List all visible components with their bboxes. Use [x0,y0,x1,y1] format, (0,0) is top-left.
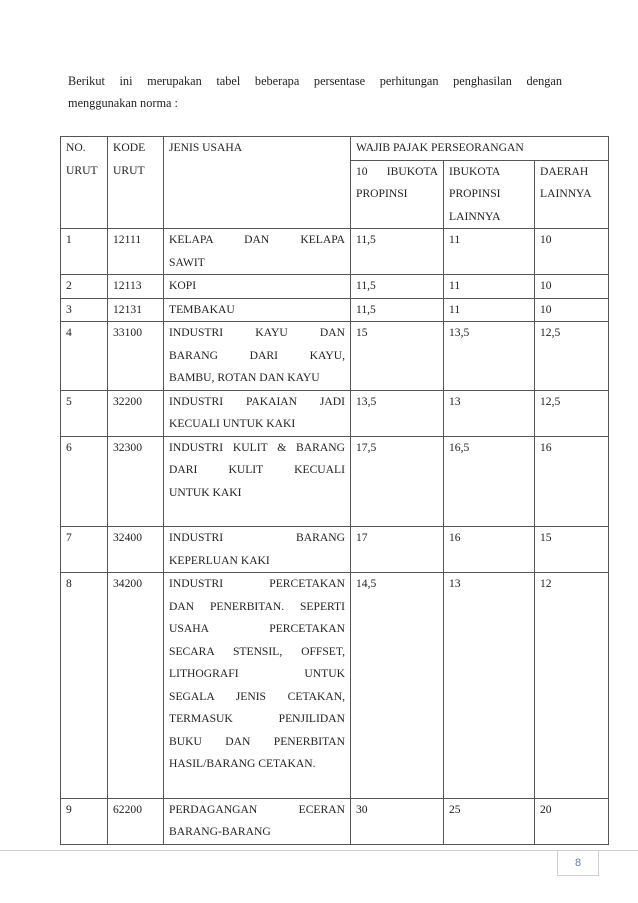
page-number: 8 [557,851,599,876]
row-ibukota-lainnya: 16,5 [444,436,535,527]
row-daerah-lainnya: 10 [535,275,609,299]
row-no: 6 [61,436,108,527]
table-row [61,527,609,573]
jenis-line: USAHA PERCETAKAN [169,622,345,635]
intro-line-1: Berikut ini merupakan tabel beberapa persentase perhitungan penghasilan dengan [68,74,562,88]
jenis-line: TERMASUK PENJILIDAN [169,712,345,725]
row-ibukota-propinsi: 11,5 [351,298,444,322]
jenis-line: SECARA STENSIL, OFFSET, [169,644,345,658]
table-row [61,573,609,799]
row-ibukota-propinsi: 17,5 [351,436,444,527]
row-ibukota-lainnya: 25 [444,798,535,844]
row-jenis-usaha [164,229,351,275]
row-no: 9 [61,798,108,844]
header-no-urut: NO. URUT [61,137,108,229]
row-jenis-usaha [164,298,351,322]
jenis-line: BARANG DARI KAYU, [169,348,345,362]
jenis-line: UNTUK KAKI [169,485,242,499]
table-header-row [61,137,609,161]
row-jenis-usaha [164,573,351,799]
row-no: 8 [61,573,108,799]
header-kode-urut: KODE URUT [108,137,164,229]
jenis-line: INDUSTRI KULIT & BARANG [169,440,345,454]
row-ibukota-lainnya: 11 [444,275,535,299]
table-row [61,436,609,527]
row-daerah-lainnya: 10 [535,229,609,275]
jenis-line: BUKU DAN PENERBITAN [169,734,345,748]
jenis-line: INDUSTRI KAYU DAN [169,326,345,339]
row-jenis-usaha [164,322,351,391]
header-jenis-usaha: JENIS USAHA [164,137,351,229]
row-no: 7 [61,527,108,573]
footer-divider [0,850,638,851]
jenis-line: DARI KULIT KECUALI [169,463,345,476]
jenis-line: BAMBU, ROTAN DAN KAYU [169,371,320,384]
row-ibukota-propinsi: 30 [351,798,444,844]
row-ibukota-lainnya: 16 [444,527,535,573]
jenis-line: INDUSTRI PAKAIAN JADI [169,394,345,408]
row-daerah-lainnya: 15 [535,527,609,573]
row-kode: 33100 [108,322,164,391]
row-daerah-lainnya: 20 [535,798,609,844]
jenis-line: TEMBAKAU [169,302,235,316]
tax-norm-table [60,136,609,845]
table-body [61,229,609,845]
row-kode: 32200 [108,390,164,436]
row-kode: 12131 [108,298,164,322]
row-daerah-lainnya: 16 [535,436,609,527]
table-row [61,322,609,391]
table-row [61,229,609,275]
subheader-ibukota-propinsi: 10 IBUKOTA PROPINSI [351,160,444,229]
jenis-line: INDUSTRI PERCETAKAN [169,577,345,590]
row-ibukota-propinsi: 14,5 [351,573,444,799]
row-kode: 12111 [108,229,164,275]
row-daerah-lainnya: 12 [535,573,609,799]
row-jenis-usaha [164,798,351,844]
row-ibukota-lainnya: 13 [444,573,535,799]
row-jenis-usaha [164,275,351,299]
subheader-ibukota-propinsi-lainnya: IBUKOTA PROPINSI LAINNYA [444,160,535,229]
intro-paragraph [68,70,562,114]
row-no: 2 [61,275,108,299]
row-no: 4 [61,322,108,391]
jenis-line: PERDAGANGAN ECERAN [169,802,345,816]
row-ibukota-propinsi: 15 [351,322,444,391]
row-no: 5 [61,390,108,436]
table-row [61,275,609,299]
header-wajib-pajak: WAJIB PAJAK PERSEORANGAN [351,137,609,161]
jenis-line: LITHOGRAFI UNTUK [169,667,345,680]
table-row [61,298,609,322]
row-kode: 32300 [108,436,164,527]
row-no: 1 [61,229,108,275]
row-ibukota-propinsi: 11,5 [351,229,444,275]
table-row [61,798,609,844]
jenis-line: KOPI [169,279,197,292]
row-ibukota-propinsi: 17 [351,527,444,573]
jenis-line: BARANG-BARANG [169,825,271,838]
jenis-line: KEPERLUAN KAKI [169,553,270,567]
jenis-line: DAN PENERBITAN. SEPERTI [169,599,345,613]
jenis-line: KELAPA DAN KELAPA [169,233,345,246]
row-ibukota-lainnya: 11 [444,298,535,322]
row-daerah-lainnya: 10 [535,298,609,322]
row-ibukota-lainnya: 13 [444,390,535,436]
row-kode: 34200 [108,573,164,799]
row-jenis-usaha [164,390,351,436]
row-kode: 12113 [108,275,164,299]
row-daerah-lainnya: 12,5 [535,390,609,436]
row-kode: 32400 [108,527,164,573]
jenis-line: INDUSTRI BARANG [169,531,345,544]
jenis-line: SEGALA JENIS CETAKAN, [169,689,345,703]
row-kode: 62200 [108,798,164,844]
row-ibukota-propinsi: 11,5 [351,275,444,299]
row-jenis-usaha [164,436,351,527]
row-jenis-usaha [164,527,351,573]
jenis-line: KECUALI UNTUK KAKI [169,417,296,430]
subheader-daerah-lainnya: DAERAH LAINNYA [535,160,609,229]
row-daerah-lainnya: 12,5 [535,322,609,391]
row-ibukota-lainnya: 11 [444,229,535,275]
row-no: 3 [61,298,108,322]
row-ibukota-lainnya: 13,5 [444,322,535,391]
jenis-line: SAWIT [169,255,205,269]
row-ibukota-propinsi: 13,5 [351,390,444,436]
intro-line-2: menggunakan norma : [68,96,178,110]
table-row [61,390,609,436]
jenis-line: HASIL/BARANG CETAKAN. [169,757,316,770]
